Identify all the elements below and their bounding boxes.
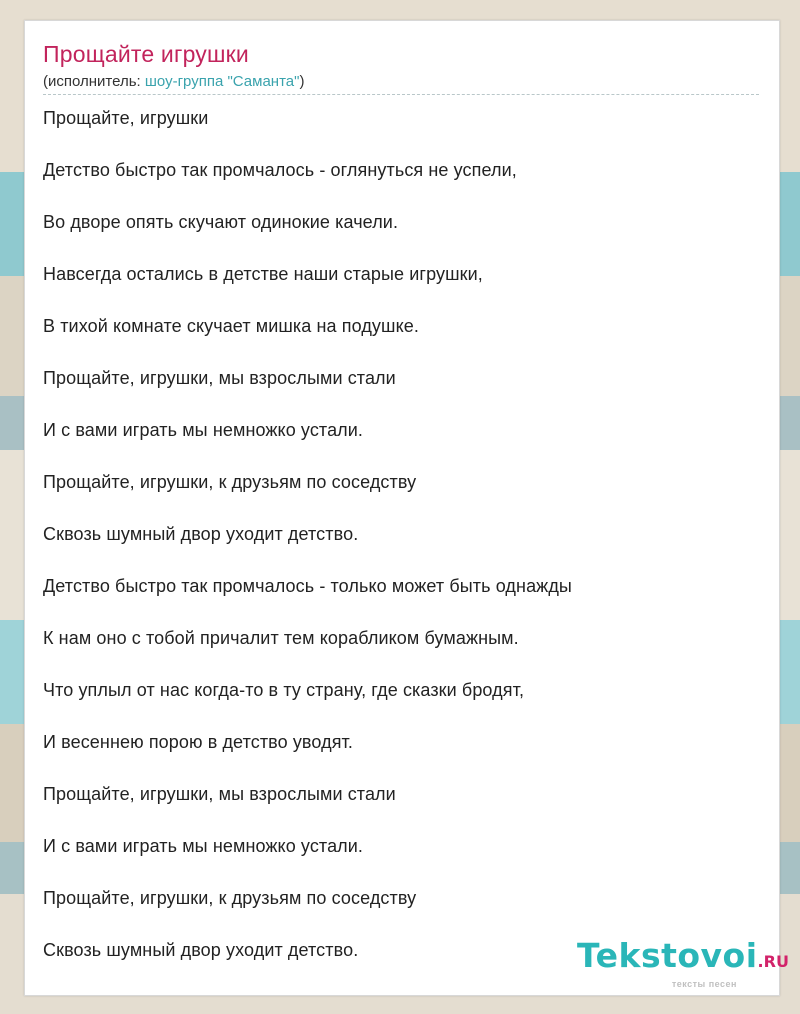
lyric-line: И весеннею порою в детство уводят. [43, 732, 354, 752]
lyric-line: Навсегда остались в детстве наши старые игрушки, [43, 264, 483, 284]
logo-name: Tekstovoi [577, 936, 758, 975]
lyric-line: Прощайте, игрушки [43, 108, 209, 128]
lyric-line: Сквозь шумный двор уходит детство. [43, 524, 359, 544]
lyric-line: Прощайте, игрушки, мы взрослыми стали [43, 368, 396, 388]
logo-wordmark [577, 936, 789, 979]
lyrics-card [24, 20, 789, 996]
artist-prefix: (исполнитель: [43, 73, 145, 90]
lyric-line: Прощайте, игрушки, мы взрослыми стали [43, 784, 396, 804]
lyric-line: Детство быстро так промчалось - оглянуться не успели, [43, 160, 517, 180]
artist-suffix: ) [299, 73, 305, 90]
site-logo[interactable] [577, 936, 789, 989]
lyric-line: Что уплыл от нас когда-то в ту страну, где сказки бродят, [43, 680, 525, 700]
logo-tagline: тексты песен [671, 979, 737, 989]
artist-line [43, 73, 304, 90]
lyric-line: В тихой комнате скучает мишка на подушке. [43, 316, 419, 336]
lyric-line: Детство быстро так промчалось - только может быть однажды [43, 576, 572, 596]
lyric-line: К нам оно с тобой причалит тем корабликом бумажным. [43, 628, 519, 648]
lyric-line: Сквозь шумный двор уходит детство. [43, 940, 359, 960]
artist-link[interactable]: шоу-группа "Саманта" [144, 73, 300, 90]
lyric-line: Прощайте, игрушки, к друзьям по соседству [43, 888, 417, 908]
lyric-line: И с вами играть мы немножко устали. [43, 836, 364, 856]
song-title: Прощайте игрушки [43, 41, 249, 67]
lyric-line: Прощайте, игрушки, к друзьям по соседству [43, 472, 417, 492]
lyric-line: Во дворе опять скучают одинокие качели. [43, 212, 399, 232]
logo-tld: .RU [757, 952, 789, 971]
lyric-line: И с вами играть мы немножко устали. [43, 420, 364, 440]
lyrics-list [43, 105, 572, 989]
divider [43, 94, 759, 95]
